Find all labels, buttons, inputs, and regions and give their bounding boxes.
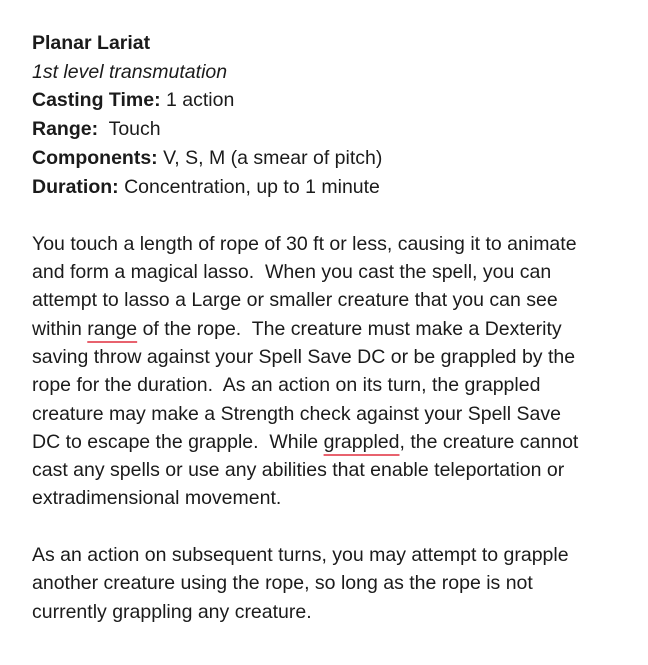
document-body xyxy=(32,29,632,626)
text-line: cast any spells or use any abilities that enable teleportation or xyxy=(32,459,565,482)
text-line: attempt to lasso a Large or smaller creature that you can see xyxy=(32,289,558,312)
text-line: You touch a length of rope of 30 ft or less, causing it to animate xyxy=(32,232,577,255)
text-line: creature may make a Strength check against your Spell Save xyxy=(32,402,561,425)
components-value: V, S, M (a smear of pitch) xyxy=(157,146,383,169)
text-line: saving throw against your Spell Save DC or be grappled by the xyxy=(32,345,576,368)
range-line xyxy=(32,115,632,144)
spell-header xyxy=(32,29,632,201)
text-line xyxy=(32,428,632,456)
description-paragraph-2 xyxy=(32,541,632,626)
text-segment: , the creature cannot xyxy=(399,430,579,453)
range-label: Range: xyxy=(32,118,99,141)
text-line: and form a magical lasso. When you cast the spell, you can xyxy=(32,261,552,284)
spellcheck-flagged-word[interactable]: range xyxy=(87,317,138,340)
text-line: rope for the duration. As an action on its turn, the grappled xyxy=(32,374,541,397)
text-line: another creature using the rope, so long as the rope is not xyxy=(32,572,533,595)
text-line xyxy=(32,315,632,343)
duration-value: Concentration, up to 1 minute xyxy=(118,175,380,198)
text-line: extradimensional movement. xyxy=(32,487,282,510)
text-line: As an action on subsequent turns, you may attempt to grapple xyxy=(32,544,569,567)
casting-time-line xyxy=(32,86,632,115)
description-paragraph-1 xyxy=(32,230,632,513)
text-segment: within xyxy=(32,317,88,340)
text-segment: DC to escape the grapple. While xyxy=(32,430,324,453)
spell-title: Planar Lariat xyxy=(32,32,151,54)
text-line: currently grappling any creature. xyxy=(32,600,312,623)
components-label: Components: xyxy=(32,146,158,169)
spell-school: 1st level transmutation xyxy=(32,60,228,83)
duration-label: Duration: xyxy=(32,175,119,198)
range-value: Touch xyxy=(98,118,161,141)
components-line xyxy=(32,144,632,173)
casting-time-label: Casting Time: xyxy=(32,89,161,112)
duration-line xyxy=(32,173,632,202)
spellcheck-flagged-word[interactable]: grappled xyxy=(323,430,400,453)
text-segment: of the rope. The creature must make a Dexterity xyxy=(137,317,562,340)
casting-time-value: 1 action xyxy=(160,89,235,112)
